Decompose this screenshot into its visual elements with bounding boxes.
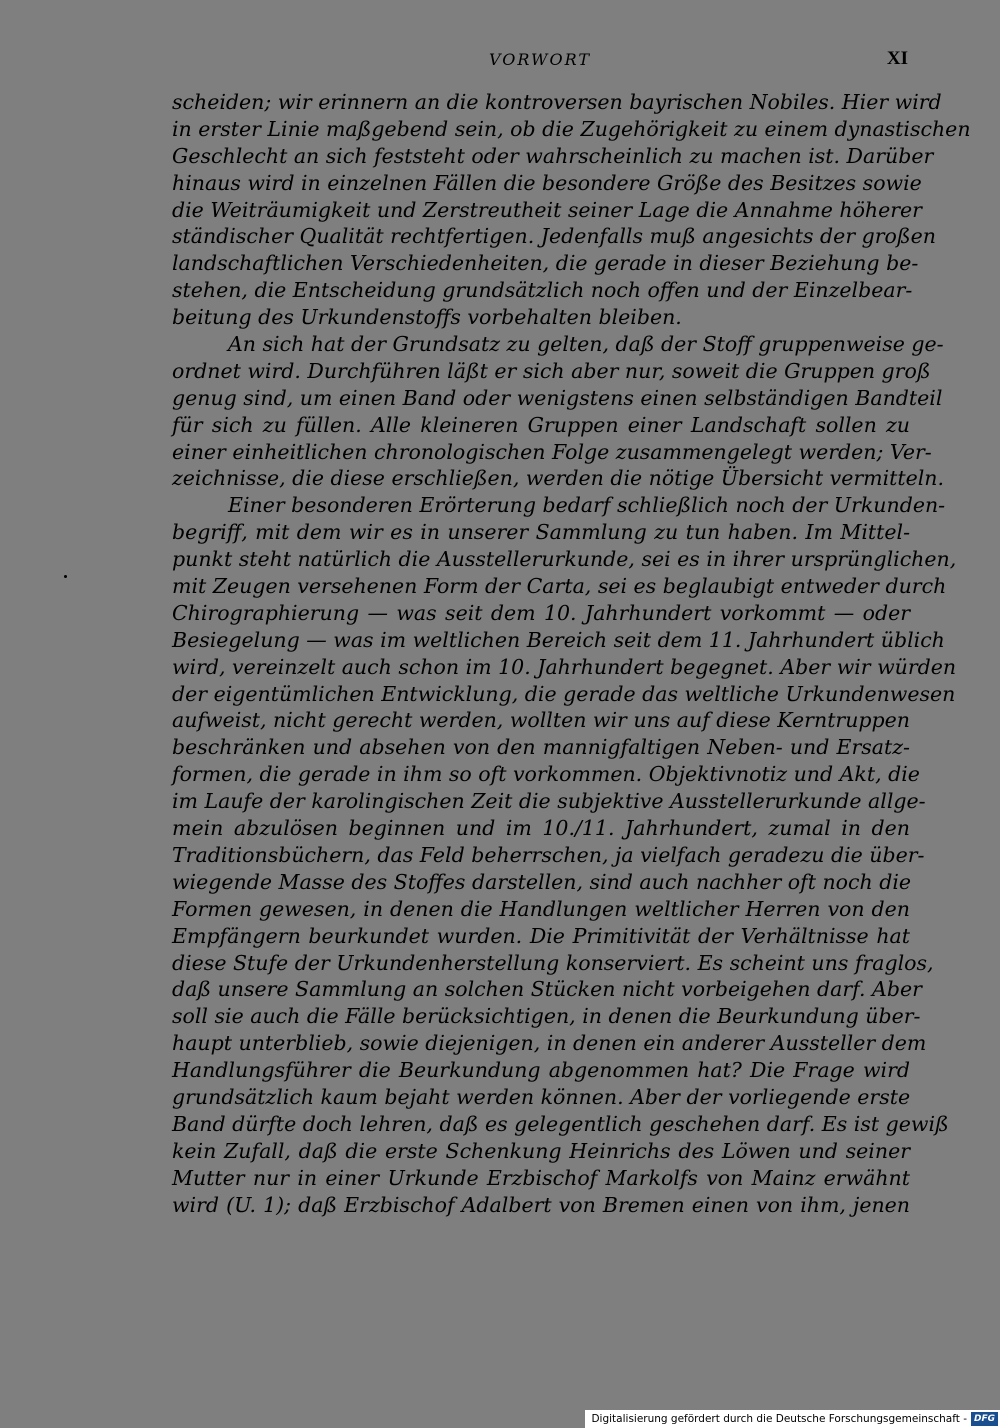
text-line: zeichnisse, die diese erschließen, werden die nötige Übersicht vermitteln. [172, 466, 945, 491]
text-line: beitung des Urkundenstoffs vorbehalten bleiben. [172, 305, 682, 330]
text-line: im Laufe der karolingischen Zeit die subjektive Ausstellerurkunde allge- [172, 789, 926, 814]
body-text [172, 89, 971, 1218]
digitization-footer [585, 1410, 1000, 1428]
text-line: für sich zu füllen. Alle kleineren Gruppen einer Landschaft sollen zu [172, 412, 910, 437]
text-line: scheiden; wir erinnern an die kontroversen bayrischen Nobiles. Hier wird [172, 90, 942, 114]
text-line: Traditionsbüchern, das Feld beherrschen, ja vielfach geradezu die über- [172, 842, 925, 867]
text-line: grundsätzlich kaum bejaht werden können. Aber der vorliegende erste [172, 1084, 911, 1109]
text-line: beschränken und absehen von den mannigfaltigen Neben- und Ersatz- [172, 735, 910, 760]
text-line: An sich hat der Grundsatz zu gelten, daß der Stoff gruppenweise ge- [228, 332, 944, 357]
text-line: Einer besonderen Erörterung bedarf schließlich noch der Urkunden- [228, 493, 946, 518]
text-line: Handlungsführer die Beurkundung abgenommen hat? Die Frage wird [172, 1058, 910, 1083]
text-line: Besiegelung — was im weltlichen Bereich seit dem 11. Jahrhundert üblich [172, 627, 945, 652]
text-line: begriff, mit dem wir es in unserer Sammlung zu tun haben. Im Mittel- [172, 520, 910, 545]
text-line: haupt unterblieb, sowie diejenigen, in denen ein anderer Aussteller dem [172, 1031, 927, 1056]
text-line: kein Zufall, daß die erste Schenkung Heinrichs des Löwen und seiner [172, 1138, 910, 1163]
running-title: VORWORT [488, 50, 592, 69]
text-line: in erster Linie maßgebend sein, ob die Zugehörigkeit zu einem dynastischen [172, 116, 971, 141]
margin-mark [64, 575, 67, 578]
text-line: mein abzulösen beginnen und im 10./11. Jahrhundert, zumal in den [172, 816, 910, 841]
text-line: daß unsere Sammlung an solchen Stücken nicht vorbeigehen darf. Aber [172, 977, 922, 1002]
text-line: mit Zeugen versehenen Form der Carta, sei es beglaubigt entweder durch [172, 574, 947, 599]
text-line: landschaftlichen Verschiedenheiten, die gerade in dieser Beziehung be- [172, 251, 919, 276]
text-line: stehen, die Entscheidung grundsätzlich noch offen und der Einzelbear- [172, 278, 913, 303]
text-line: genug sind, um einen Band oder wenigstens einen selbständigen Bandteil [172, 385, 943, 410]
page-header [170, 48, 910, 72]
text-line: Geschlecht an sich feststeht oder wahrscheinlich zu machen ist. Darüber [172, 143, 934, 168]
text-line: wird (U. 1); daß Erzbischof Adalbert von Bremen einen von ihm, jenen [172, 1192, 910, 1217]
text-line: soll sie auch die Fälle berücksichtigen, in denen die Beurkundung über- [172, 1004, 921, 1029]
text-line: ordnet wird. Durchführen läßt er sich aber nur, soweit die Gruppen groß [172, 358, 931, 383]
text-line: aufweist, nicht gerecht werden, wollten wir uns auf diese Kerntruppen [172, 708, 911, 733]
text-line: einer einheitlichen chronologischen Folge zusammengelegt werden; Ver- [172, 439, 932, 464]
text-line: ständischer Qualität rechtfertigen. Jedenfalls muß angesichts der großen [172, 224, 936, 249]
text-line: diese Stufe der Urkundenherstellung konserviert. Es scheint uns fraglos, [172, 950, 934, 975]
text-line: wiegende Masse des Stoffes darstellen, sind auch nachher oft noch die [172, 869, 912, 894]
footer-text: Digitalisierung gefördert durch die Deutsche Forschungsgemeinschaft - [591, 1413, 967, 1425]
page-number: XI [886, 48, 908, 69]
text-line: punkt steht natürlich die Ausstellerurkunde, sei es in ihrer ursprünglichen, [172, 547, 957, 572]
text-line: die Weiträumigkeit und Zerstreutheit seiner Lage die Annahme höherer [172, 197, 922, 222]
text-line: Formen gewesen, in denen die Handlungen weltlicher Herren von den [172, 896, 910, 921]
text-line: wird, vereinzelt auch schon im 10. Jahrhundert begegnet. Aber wir würden [172, 654, 957, 679]
text-line: Empfängern beurkundet wurden. Die Primitivität der Verhältnisse hat [172, 923, 910, 948]
text-line: Mutter nur in einer Urkunde Erzbischof Markolfs von Mainz erwähnt [172, 1165, 910, 1190]
text-line: formen, die gerade in ihm so oft vorkommen. Objektivnotiz und Akt, die [172, 762, 920, 787]
text-line: Chirographierung — was seit dem 10. Jahrhundert vorkommt — oder [172, 600, 910, 625]
text-line: der eigentümlichen Entwicklung, die gerade das weltliche Urkundenwesen [172, 681, 956, 706]
dfg-logo: DFG [971, 1412, 998, 1426]
text-line: hinaus wird in einzelnen Fällen die besondere Größe des Besitzes sowie [172, 170, 922, 195]
text-line: Band dürfte doch lehren, daß es gelegentlich geschehen darf. Es ist gewiß [172, 1111, 949, 1136]
